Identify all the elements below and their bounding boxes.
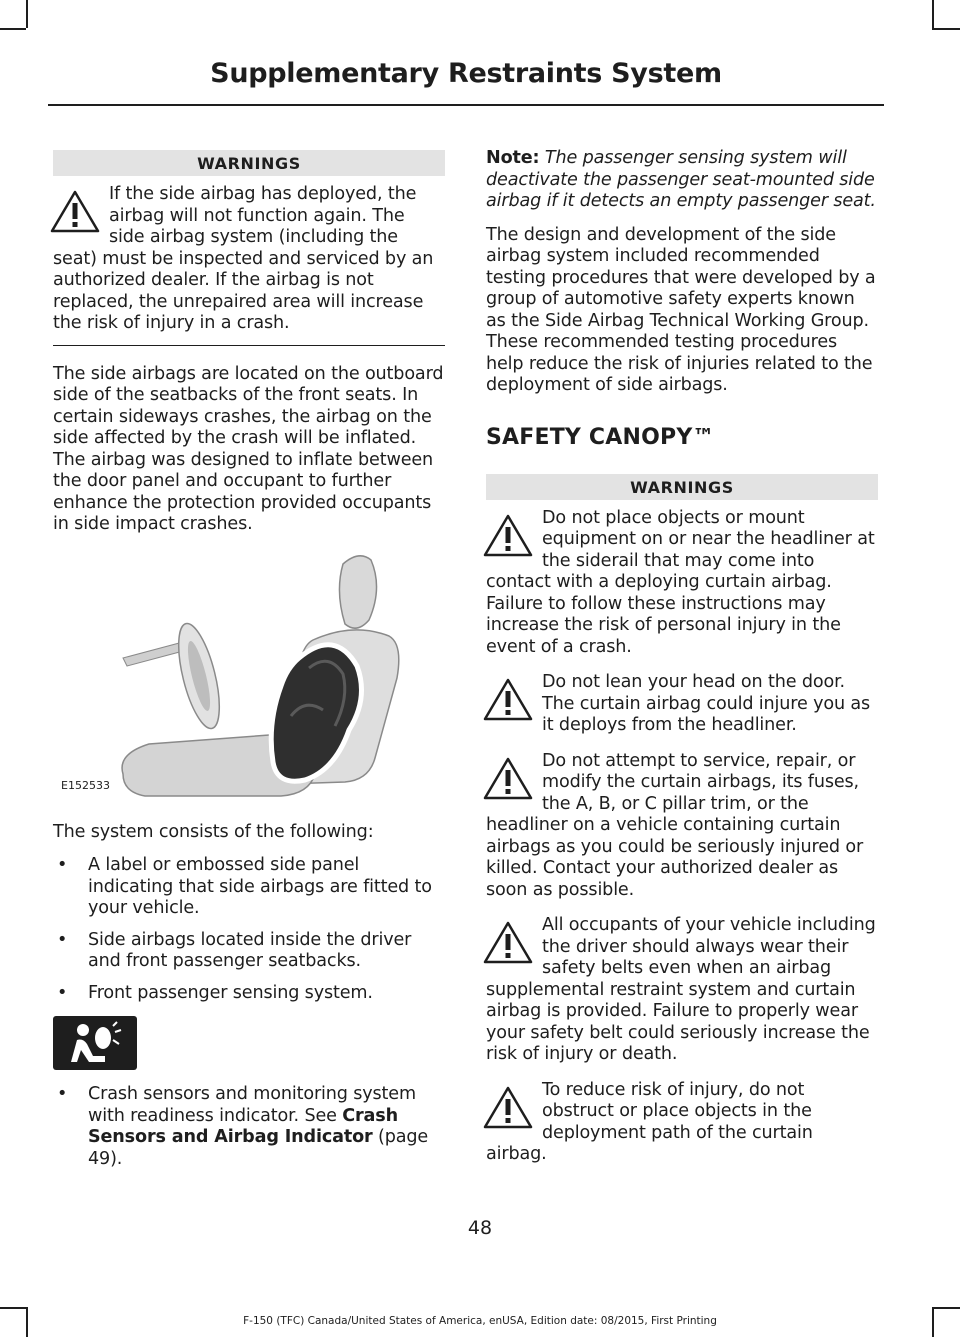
warning-item xyxy=(486,672,878,737)
header-rule xyxy=(48,104,884,106)
warning-text: All occupants of your vehicle including the driver should always wear their safety belts even when an airbag supplemental restraint system and curtain airbag is provided. Failure to properly wear your safety belt could seriously increase the risk of injury or death. xyxy=(486,915,876,1064)
list-item-text: Crash sensors and monitoring system with readiness indicator. See xyxy=(88,1084,416,1126)
warning-item xyxy=(486,1080,878,1166)
warning-triangle-icon xyxy=(482,755,534,801)
note-paragraph xyxy=(486,148,878,213)
side-airbag-figure xyxy=(53,548,445,798)
warning-item xyxy=(486,751,878,902)
warning-item xyxy=(486,508,878,659)
warning-triangle-icon xyxy=(482,512,534,558)
left-column xyxy=(53,150,445,1180)
figure-code: E152533 xyxy=(61,778,110,792)
warning-triangle-icon xyxy=(482,1084,534,1130)
list-item xyxy=(53,1084,445,1170)
crop-mark xyxy=(932,0,934,28)
crop-mark xyxy=(26,0,28,28)
list-item: • Front passenger sensing system. xyxy=(53,983,445,1005)
design-paragraph: The design and development of the side airbag system included recommended testing procedures that were developed by a group of automotive safety experts known as the Side Airbag Technical Working Group. These recommended testing procedures help reduce the risk of injuries related to the deployment of side airbags. xyxy=(486,224,876,395)
warning-text: Do not place objects or mount equipment on or near the headliner at the siderail that may come into contact with a deploying curtain airbag. Failure to follow these instructions may increase the risk of personal injury in the event of a crash. xyxy=(486,507,875,657)
list-item: • Side airbags located inside the driver and front passenger seatbacks. xyxy=(53,930,445,973)
note-text: The passenger sensing system will deactivate the passenger seat-mounted side airbag if it detects an empty passenger seat. xyxy=(486,148,876,211)
right-column xyxy=(486,148,878,1166)
page-reference: (page 49). xyxy=(88,1127,429,1169)
list-item: • A label or embossed side panel indicating that side airbags are fitted to your vehicle. xyxy=(53,855,445,920)
warning-box xyxy=(486,508,878,1166)
warning-item xyxy=(486,915,878,1066)
warning-triangle-icon xyxy=(482,919,534,965)
warning-text: Do not lean your head on the door. The curtain airbag could injure you as it deploys from the headliner. xyxy=(542,672,871,735)
cross-reference-link[interactable]: Crash Sensors and Airbag Indicator xyxy=(88,1105,398,1147)
warnings-heading: WARNINGS xyxy=(486,474,878,500)
crop-mark xyxy=(0,1307,26,1309)
warning-triangle-icon xyxy=(49,188,101,234)
warnings-heading: WARNINGS xyxy=(53,150,445,176)
note-label: Note: xyxy=(486,148,540,168)
system-components-list-continued xyxy=(53,1084,445,1170)
warning-rule xyxy=(53,345,445,346)
page-footer: F-150 (TFC) Canada/United States of America, enUSA, Edition date: 08/2015, First Printing xyxy=(243,1315,717,1327)
page-number: 48 xyxy=(467,1217,493,1239)
warning-box xyxy=(53,184,445,346)
warning-text: If the side airbag has deployed, the airbag will not function again. The side airbag system (including the seat) must be inspected and serviced by an authorized dealer. If the airbag is not replaced, the unrepaired area will increase the risk of injury in a crash. xyxy=(53,184,434,333)
seat-airbag-illustration xyxy=(53,548,445,798)
system-components-list xyxy=(53,855,445,1004)
airbag-warning-symbol-icon xyxy=(53,1016,137,1070)
side-airbag-paragraph: The side airbags are located on the outboard side of the seatbacks of the front seats. In certain sideways crashes, the airbag on the side affected by the crash will be inflated. The airbag was designed to inflate between the door panel and occupant to further enhance the protection provided occupants in side impact crashes. xyxy=(53,363,444,534)
warning-triangle-icon xyxy=(482,676,534,722)
warning-text: Do not attempt to service, repair, or modify the curtain airbags, its fuses, the A, B, or C pillar trim, or the headliner on a vehicle containing curtain airbags as you could be seriously injured or killed. Contact your authorized dealer as soon as possible. xyxy=(486,750,864,900)
system-intro: The system consists of the following: xyxy=(53,821,374,842)
warning-item xyxy=(53,184,445,335)
crop-mark xyxy=(932,28,960,30)
crop-mark xyxy=(0,28,26,30)
warning-text: To reduce risk of injury, do not obstruct or place objects in the deployment path of the curtain airbag. xyxy=(486,1079,813,1164)
section-title: SAFETY CANOPY™ xyxy=(486,424,715,450)
page-title: Supplementary Restraints System xyxy=(210,58,722,89)
crop-mark xyxy=(932,1307,960,1309)
